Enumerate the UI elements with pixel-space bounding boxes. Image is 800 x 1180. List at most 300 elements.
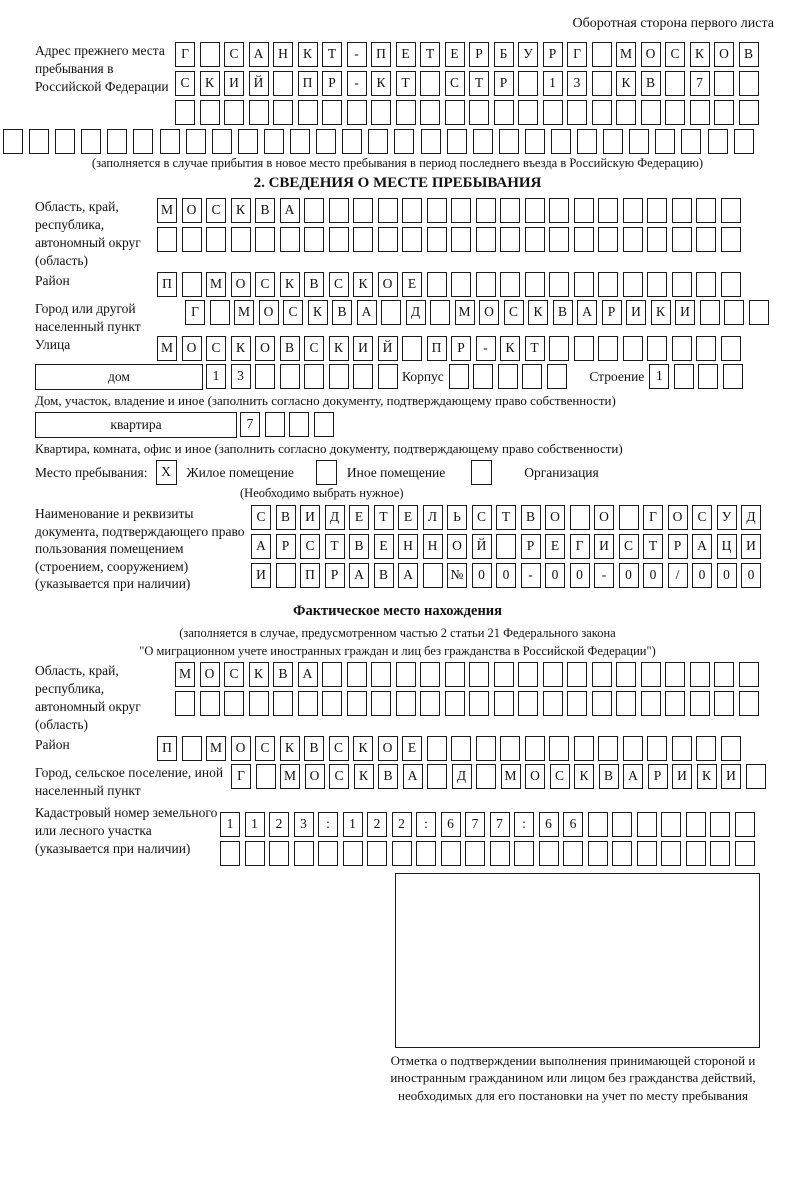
char-cell: Г [231, 764, 251, 789]
char-cell [329, 364, 349, 389]
char-cell [200, 42, 220, 67]
char-cell: 2 [367, 812, 387, 837]
char-cell [543, 662, 563, 687]
char-cell [563, 841, 583, 866]
char-cell: Е [402, 736, 422, 761]
char-cell [592, 662, 612, 687]
char-cell: Л [423, 505, 443, 530]
char-cell [392, 841, 412, 866]
char-cell: А [623, 764, 643, 789]
char-cell [721, 227, 741, 252]
char-cell [616, 100, 636, 125]
char-cell [210, 300, 230, 325]
char-cell: М [157, 336, 177, 361]
char-cell [518, 662, 538, 687]
oblast-block [35, 198, 770, 270]
char-cell [420, 71, 440, 96]
char-cell: О [378, 736, 398, 761]
char-cell [371, 691, 391, 716]
char-cell [637, 812, 657, 837]
char-cell: К [308, 300, 328, 325]
char-cell [735, 841, 755, 866]
prev-address-row-4 [3, 129, 770, 154]
char-cell [304, 227, 324, 252]
char-cell [574, 336, 594, 361]
char-cell [567, 691, 587, 716]
char-cell: Й [378, 336, 398, 361]
char-cell [696, 198, 716, 223]
char-cell: М [234, 300, 254, 325]
char-cell [224, 100, 244, 125]
char-cell [224, 691, 244, 716]
char-cell [430, 300, 450, 325]
char-cell [133, 129, 153, 154]
char-cell [378, 198, 398, 223]
fact-note-1: (заполняется в случае, предусмотренном частью 2 статьи 21 Федерального закона [179, 625, 616, 640]
char-cell: В [276, 505, 296, 530]
char-cell [322, 691, 342, 716]
char-cell [160, 129, 180, 154]
char-cell: Р [451, 336, 471, 361]
char-cell: К [371, 71, 391, 96]
char-cell: Р [325, 563, 345, 588]
char-cell [249, 691, 269, 716]
char-cell: А [298, 662, 318, 687]
prev-address-row-3 [175, 100, 763, 125]
char-cell: В [521, 505, 541, 530]
char-cell [708, 129, 728, 154]
char-cell: М [455, 300, 475, 325]
char-cell: 2 [269, 812, 289, 837]
char-cell: В [255, 198, 275, 223]
char-cell: В [304, 736, 324, 761]
char-cell: 1 [543, 71, 563, 96]
char-cell: О [259, 300, 279, 325]
char-cell: О [479, 300, 499, 325]
char-cell [276, 563, 296, 588]
char-cell [451, 198, 471, 223]
char-cell [353, 364, 373, 389]
char-cell [220, 841, 240, 866]
char-cell [700, 300, 720, 325]
char-cell: А [577, 300, 597, 325]
fact-oblast-row-1 [175, 662, 763, 687]
char-cell: В [641, 71, 661, 96]
char-cell: И [626, 300, 646, 325]
char-cell [592, 691, 612, 716]
char-cell [371, 662, 391, 687]
char-cell: Н [423, 534, 443, 559]
char-cell: 1 [220, 812, 240, 837]
char-cell: К [354, 764, 374, 789]
char-cell: 0 [472, 563, 492, 588]
char-cell [423, 563, 443, 588]
char-cell [449, 364, 469, 389]
char-cell [55, 129, 75, 154]
char-cell: О [594, 505, 614, 530]
char-cell: 1 [206, 364, 226, 389]
char-cell [182, 227, 202, 252]
char-cell [157, 227, 177, 252]
char-cell [280, 227, 300, 252]
char-cell [473, 364, 493, 389]
char-cell [329, 227, 349, 252]
char-cell: М [280, 764, 300, 789]
char-cell [273, 71, 293, 96]
char-cell: К [329, 336, 349, 361]
char-cell: Р [602, 300, 622, 325]
char-cell: С [304, 336, 324, 361]
char-cell: 0 [496, 563, 516, 588]
char-cell: - [521, 563, 541, 588]
char-cell: Р [494, 71, 514, 96]
char-cell [551, 129, 571, 154]
char-cell: С [283, 300, 303, 325]
char-cell [500, 736, 520, 761]
char-cell: О [545, 505, 565, 530]
char-cell: Р [648, 764, 668, 789]
char-cell [396, 691, 416, 716]
char-cell: О [447, 534, 467, 559]
char-cell: Ь [447, 505, 467, 530]
char-cell [567, 662, 587, 687]
char-cell [665, 691, 685, 716]
char-cell [647, 336, 667, 361]
char-cell: К [574, 764, 594, 789]
char-cell: С [665, 42, 685, 67]
char-cell [368, 129, 388, 154]
char-cell [353, 198, 373, 223]
char-cell: И [721, 764, 741, 789]
fact-oblast-row-2 [175, 691, 763, 716]
char-cell [592, 42, 612, 67]
char-cell: Т [469, 71, 489, 96]
stamp-box [395, 873, 760, 1048]
char-cell [500, 198, 520, 223]
prev-address-label: Адрес прежнего места пребывания в Российской Федерации [35, 43, 169, 94]
char-cell: К [500, 336, 520, 361]
char-cell [539, 841, 559, 866]
char-cell [231, 227, 251, 252]
char-cell: О [231, 272, 251, 297]
oblast-row-2 [157, 227, 745, 252]
char-cell [445, 100, 465, 125]
char-cell: Р [276, 534, 296, 559]
char-cell [710, 841, 730, 866]
char-cell: К [651, 300, 671, 325]
char-cell [735, 812, 755, 837]
char-cell [273, 691, 293, 716]
char-cell: О [200, 662, 220, 687]
char-cell [721, 198, 741, 223]
char-cell [696, 736, 716, 761]
char-cell: 7 [240, 412, 260, 437]
char-cell [724, 300, 744, 325]
char-cell [647, 198, 667, 223]
char-cell: И [594, 534, 614, 559]
char-cell [714, 691, 734, 716]
char-cell [316, 129, 336, 154]
char-cell [623, 736, 643, 761]
char-cell [469, 662, 489, 687]
char-cell [265, 412, 285, 437]
char-cell: С [206, 336, 226, 361]
char-cell: П [427, 336, 447, 361]
stroenie-cells [649, 364, 747, 389]
char-cell: С [300, 534, 320, 559]
char-cell: Т [325, 534, 345, 559]
char-cell [494, 662, 514, 687]
char-cell: Б [494, 42, 514, 67]
char-cell: П [371, 42, 391, 67]
checkbox-inoe [316, 460, 337, 485]
char-cell [476, 764, 496, 789]
char-cell [598, 272, 618, 297]
char-cell [525, 227, 545, 252]
stamp-caption: Отметка о подтверждении выполнения принимающей стороной и иностранным гражданином или лицом без гражданства действий, необходимых для его постановки на учет по месту пребывания [390, 1052, 756, 1103]
char-cell [280, 364, 300, 389]
char-cell: Е [445, 42, 465, 67]
mesto-row [35, 460, 770, 485]
dom-box: дом [35, 364, 203, 390]
char-cell [514, 841, 534, 866]
char-cell [686, 812, 706, 837]
char-cell [749, 300, 769, 325]
kvartira-cells [240, 412, 338, 437]
char-cell: С [619, 534, 639, 559]
char-cell: 0 [692, 563, 712, 588]
gorod-row [185, 300, 773, 325]
char-cell [465, 841, 485, 866]
char-cell [476, 272, 496, 297]
char-cell [378, 364, 398, 389]
char-cell: Й [472, 534, 492, 559]
char-cell [402, 227, 422, 252]
char-cell: 1 [245, 812, 265, 837]
char-cell: К [231, 336, 251, 361]
char-cell [690, 100, 710, 125]
char-cell [402, 198, 422, 223]
char-cell: Е [402, 272, 422, 297]
char-cell [427, 227, 447, 252]
char-cell: - [476, 336, 496, 361]
kadastr-block [35, 804, 770, 870]
char-cell: 7 [690, 71, 710, 96]
char-cell [690, 662, 710, 687]
char-cell [427, 764, 447, 789]
char-cell: Е [396, 42, 416, 67]
char-cell [343, 841, 363, 866]
char-cell: Т [396, 71, 416, 96]
char-cell [641, 100, 661, 125]
char-cell [588, 812, 608, 837]
char-cell [641, 662, 661, 687]
char-cell [714, 71, 734, 96]
char-cell [598, 336, 618, 361]
char-cell [674, 364, 694, 389]
char-cell [723, 364, 743, 389]
char-cell: Г [570, 534, 590, 559]
char-cell: М [206, 736, 226, 761]
char-cell [81, 129, 101, 154]
char-cell: Р [521, 534, 541, 559]
char-cell: К [528, 300, 548, 325]
char-cell: А [249, 42, 269, 67]
char-cell: М [616, 42, 636, 67]
kadastr-label: Кадастровый номер земельного или лесного участка (указывается при наличии) [35, 804, 218, 856]
char-cell [378, 227, 398, 252]
char-cell [518, 71, 538, 96]
char-cell [427, 198, 447, 223]
char-cell [661, 812, 681, 837]
char-cell [570, 505, 590, 530]
char-cell [500, 272, 520, 297]
char-cell [567, 100, 587, 125]
char-cell [543, 691, 563, 716]
char-cell [734, 129, 754, 154]
char-cell [623, 198, 643, 223]
char-cell: К [249, 662, 269, 687]
char-cell: А [398, 563, 418, 588]
kadastr-row-1 [220, 812, 759, 837]
char-cell [612, 812, 632, 837]
char-cell: № [447, 563, 467, 588]
char-cell [746, 764, 766, 789]
char-cell: В [332, 300, 352, 325]
char-cell [710, 812, 730, 837]
char-cell [294, 841, 314, 866]
fact-gorod-row [231, 764, 770, 789]
char-cell [714, 662, 734, 687]
char-cell: О [714, 42, 734, 67]
fact-gorod-label: Город, сельское поселение, иной населенный пункт [35, 764, 224, 798]
char-cell: К [690, 42, 710, 67]
document-block [35, 505, 770, 593]
char-cell: Е [374, 534, 394, 559]
option-org-label: Организация [524, 464, 599, 480]
char-cell: 0 [717, 563, 737, 588]
char-cell [298, 691, 318, 716]
char-cell [739, 71, 759, 96]
char-cell [525, 272, 545, 297]
fact-note-2: "О миграционном учете иностранных граждан и лиц без гражданства в Российской Федерации") [139, 643, 656, 658]
korpus-cells [449, 364, 572, 389]
fact-raion-block [35, 736, 770, 764]
char-cell [647, 736, 667, 761]
char-cell [518, 691, 538, 716]
oblast-row-1 [157, 198, 745, 223]
char-cell: Г [185, 300, 205, 325]
char-cell: Р [322, 71, 342, 96]
raion-block [35, 272, 770, 300]
char-cell [619, 505, 639, 530]
char-cell: У [717, 505, 737, 530]
dom-caption: Дом, участок, владение и иное (заполнить согласно документу, подтверждающему право собственности) [35, 393, 616, 408]
char-cell: 2 [392, 812, 412, 837]
char-cell: П [157, 272, 177, 297]
gorod-block [35, 300, 770, 336]
char-cell: С [206, 198, 226, 223]
char-cell [473, 129, 493, 154]
char-cell: С [445, 71, 465, 96]
char-cell [623, 227, 643, 252]
char-cell: 3 [294, 812, 314, 837]
char-cell [690, 691, 710, 716]
char-cell [612, 841, 632, 866]
char-cell [445, 691, 465, 716]
char-cell [304, 198, 324, 223]
char-cell: М [501, 764, 521, 789]
char-cell: Н [273, 42, 293, 67]
char-cell [182, 736, 202, 761]
char-cell: П [300, 563, 320, 588]
char-cell: Й [249, 71, 269, 96]
char-cell [592, 71, 612, 96]
char-cell: О [182, 198, 202, 223]
char-cell: С [224, 42, 244, 67]
ulitsa-label: Улица [35, 337, 71, 352]
char-cell [394, 129, 414, 154]
char-cell: Г [567, 42, 587, 67]
char-cell [496, 534, 516, 559]
fact-gorod-block [35, 764, 770, 800]
char-cell: 3 [231, 364, 251, 389]
char-cell: Р [543, 42, 563, 67]
checkbox-org [471, 460, 492, 485]
char-cell [371, 100, 391, 125]
char-cell: У [518, 42, 538, 67]
char-cell: Т [525, 336, 545, 361]
kvartira-row [35, 412, 770, 440]
char-cell: Т [322, 42, 342, 67]
mesto-note: (Необходимо выбрать нужное) [240, 486, 404, 500]
char-cell [290, 129, 310, 154]
char-cell [549, 736, 569, 761]
char-cell: Г [643, 505, 663, 530]
char-cell [696, 336, 716, 361]
char-cell [451, 736, 471, 761]
char-cell: Е [349, 505, 369, 530]
char-cell [212, 129, 232, 154]
char-cell: 3 [567, 71, 587, 96]
char-cell: К [280, 736, 300, 761]
char-cell [421, 129, 441, 154]
char-cell [721, 736, 741, 761]
char-cell: В [553, 300, 573, 325]
char-cell: К [298, 42, 318, 67]
char-cell: Т [420, 42, 440, 67]
char-cell [490, 841, 510, 866]
char-cell [396, 100, 416, 125]
char-cell [641, 691, 661, 716]
dom-cells [206, 364, 402, 389]
char-cell [714, 100, 734, 125]
char-cell: И [353, 336, 373, 361]
char-cell: А [357, 300, 377, 325]
char-cell: О [525, 764, 545, 789]
char-cell: С [255, 736, 275, 761]
char-cell [289, 412, 309, 437]
char-cell [525, 129, 545, 154]
char-cell [427, 272, 447, 297]
char-cell: Ц [717, 534, 737, 559]
char-cell [347, 662, 367, 687]
char-cell [182, 272, 202, 297]
char-cell: В [599, 764, 619, 789]
char-cell [476, 227, 496, 252]
char-cell [200, 691, 220, 716]
page-corner-note: Оборотная сторона первого листа [572, 16, 774, 31]
